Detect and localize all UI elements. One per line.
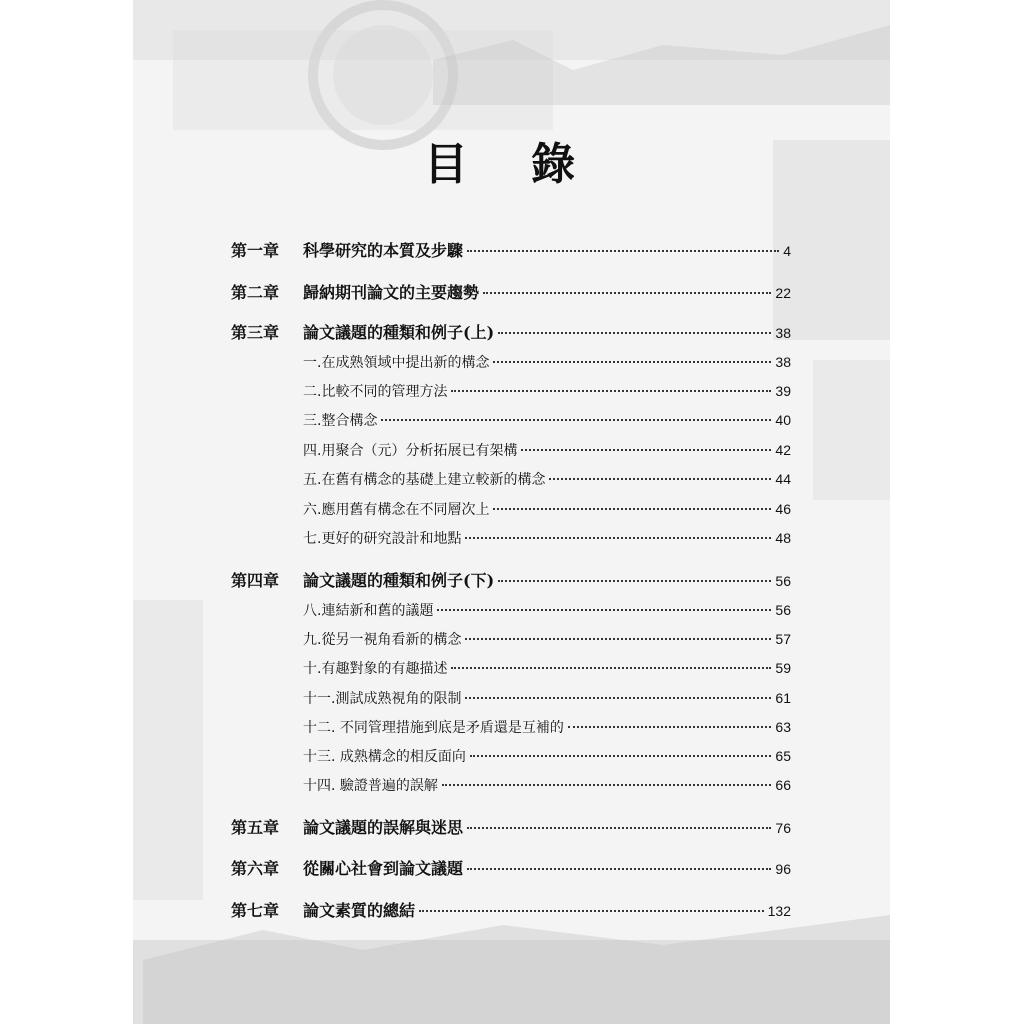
entry-title: 十一.測試成熟視角的限制 bbox=[303, 691, 462, 707]
dot-leader bbox=[521, 449, 771, 451]
entry-title: 六.應用舊有構念在不同層次上 bbox=[303, 502, 490, 518]
page-number: 61 bbox=[775, 690, 791, 706]
dot-leader bbox=[568, 726, 772, 728]
chapter-number: 第七章 bbox=[231, 901, 280, 920]
dot-leader bbox=[465, 537, 771, 539]
page-number: 132 bbox=[767, 903, 791, 919]
entry-title: 五.在舊有構念的基礎上建立較新的構念 bbox=[303, 472, 546, 488]
toc-entry-section[interactable] bbox=[303, 381, 791, 407]
entry-title: 一.在成熟領域中提出新的構念 bbox=[303, 355, 490, 371]
dot-leader bbox=[437, 609, 771, 611]
entry-title: 九.從另一視角看新的構念 bbox=[303, 632, 462, 648]
entry-title: 論文議題的種類和例子(下) bbox=[303, 571, 495, 590]
toc-entry-section[interactable] bbox=[303, 658, 791, 684]
entry-title: 十三. 成熟構念的相反面向 bbox=[303, 749, 466, 765]
dot-leader bbox=[467, 250, 779, 252]
dot-leader bbox=[419, 910, 764, 912]
page-title: 目 錄 bbox=[423, 139, 600, 190]
page-number: 76 bbox=[775, 820, 791, 836]
chapter-number: 第一章 bbox=[231, 241, 280, 260]
toc-entry-chapter[interactable] bbox=[231, 238, 791, 264]
toc-entry-section[interactable] bbox=[303, 469, 791, 495]
page-number: 38 bbox=[775, 354, 791, 370]
page-number: 46 bbox=[775, 501, 791, 517]
page-number: 56 bbox=[775, 573, 791, 589]
dot-leader bbox=[498, 332, 771, 334]
chapter-number: 第三章 bbox=[231, 323, 280, 342]
toc-entry-section[interactable] bbox=[303, 775, 791, 801]
page-number: 4 bbox=[783, 243, 791, 259]
page-number: 40 bbox=[775, 412, 791, 428]
toc-entry-chapter[interactable] bbox=[231, 898, 791, 924]
entry-title: 論文議題的種類和例子(上) bbox=[303, 323, 495, 342]
entry-title: 科學研究的本質及步驟 bbox=[303, 241, 464, 260]
chapter-number: 第六章 bbox=[231, 859, 280, 878]
toc-entry-section[interactable] bbox=[303, 352, 791, 378]
toc-entry-section[interactable] bbox=[303, 440, 791, 466]
dot-leader bbox=[549, 478, 771, 480]
chapter-number: 第四章 bbox=[231, 571, 280, 590]
entry-title: 二.比較不同的管理方法 bbox=[303, 384, 448, 400]
page-number: 42 bbox=[775, 442, 791, 458]
dot-leader bbox=[465, 638, 771, 640]
entry-title: 十二. 不同管理措施到底是矛盾還是互補的 bbox=[303, 720, 564, 736]
dot-leader bbox=[451, 667, 771, 669]
page-number: 66 bbox=[775, 777, 791, 793]
dot-leader bbox=[493, 508, 771, 510]
page-number: 48 bbox=[775, 530, 791, 546]
dot-leader bbox=[442, 784, 772, 786]
dot-leader bbox=[381, 419, 771, 421]
dot-leader bbox=[467, 868, 771, 870]
entry-title: 從關心社會到論文議題 bbox=[303, 859, 464, 878]
entry-title: 八.連結新和舊的議題 bbox=[303, 603, 434, 619]
page-number: 39 bbox=[775, 383, 791, 399]
book-page bbox=[133, 0, 890, 1024]
toc-entry-section[interactable] bbox=[303, 600, 791, 626]
entry-title: 十四. 驗證普遍的誤解 bbox=[303, 778, 438, 794]
page-number: 59 bbox=[775, 660, 791, 676]
dot-leader bbox=[467, 827, 771, 829]
entry-title: 論文議題的誤解與迷思 bbox=[303, 818, 464, 837]
page-number: 56 bbox=[775, 602, 791, 618]
chapter-number: 第五章 bbox=[231, 818, 280, 837]
toc-entry-chapter[interactable] bbox=[231, 856, 791, 882]
page-number: 96 bbox=[775, 861, 791, 877]
dot-leader bbox=[470, 755, 772, 757]
toc-entry-section[interactable] bbox=[303, 688, 791, 714]
toc-entry-chapter[interactable] bbox=[231, 320, 791, 346]
toc-entry-section[interactable] bbox=[303, 528, 791, 554]
dot-leader bbox=[483, 292, 771, 294]
toc-entry-section[interactable] bbox=[303, 629, 791, 655]
toc-entry-chapter[interactable] bbox=[231, 568, 791, 594]
toc-entry-section[interactable] bbox=[303, 410, 791, 436]
page-number: 65 bbox=[775, 748, 791, 764]
chapter-number: 第二章 bbox=[231, 283, 280, 302]
page-number: 44 bbox=[775, 471, 791, 487]
dot-leader bbox=[493, 361, 771, 363]
entry-title: 歸納期刊論文的主要趨勢 bbox=[303, 283, 480, 302]
entry-title: 論文素質的總結 bbox=[303, 901, 416, 920]
toc-entry-section[interactable] bbox=[303, 499, 791, 525]
entry-title: 四.用聚合（元）分析拓展已有架構 bbox=[303, 443, 518, 459]
page-number: 38 bbox=[775, 325, 791, 341]
toc-entry-section[interactable] bbox=[303, 746, 791, 772]
dot-leader bbox=[451, 390, 771, 392]
toc-entry-chapter[interactable] bbox=[231, 815, 791, 841]
toc-entry-section[interactable] bbox=[303, 717, 791, 743]
page-number: 57 bbox=[775, 631, 791, 647]
entry-title: 十.有趣對象的有趣描述 bbox=[303, 661, 448, 677]
toc-entry-chapter[interactable] bbox=[231, 280, 791, 306]
dot-leader bbox=[498, 580, 771, 582]
entry-title: 三.整合構念 bbox=[303, 413, 378, 429]
dot-leader bbox=[465, 697, 771, 699]
page-number: 22 bbox=[775, 285, 791, 301]
entry-title: 七.更好的研究設計和地點 bbox=[303, 531, 462, 547]
page-number: 63 bbox=[775, 719, 791, 735]
